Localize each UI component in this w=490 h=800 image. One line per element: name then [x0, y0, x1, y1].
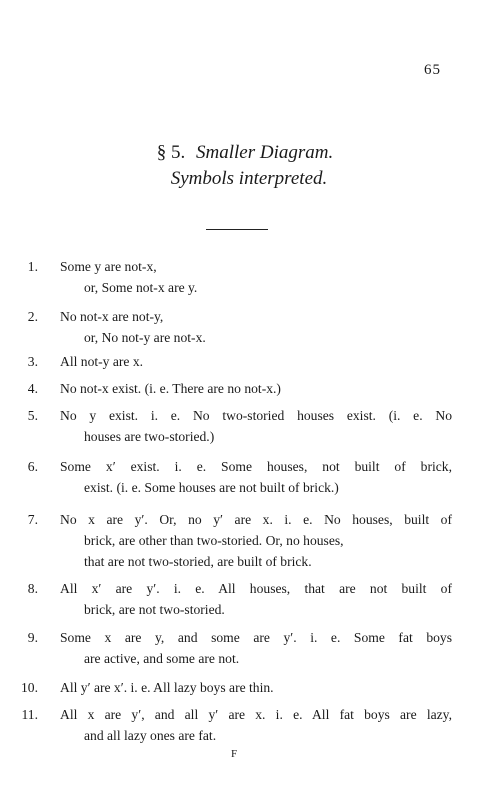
item-line: All x′ are y′. i. e. All houses, that are not built of	[60, 581, 452, 596]
item-line: All not-y are x.	[60, 354, 144, 369]
item-line: All x are y′, and all y′ are x. i. e. All fat boys are lazy,	[60, 707, 452, 722]
item-number: 9.	[27, 630, 38, 645]
item-line: or, Some not-x are y.	[84, 280, 198, 295]
item-line: exist. (i. e. Some houses are not built of brick.)	[84, 480, 339, 495]
item-number: 2.	[27, 309, 38, 324]
item-number: 8.	[27, 581, 38, 596]
item-line: that are not two-storied, are built of brick.	[84, 554, 312, 569]
item-line: Some x are y, and some are y′. i. e. Some fat boys	[60, 630, 452, 645]
item-line: No not-x exist. (i. e. There are no not-x.)	[60, 381, 281, 396]
item-line: houses are two-storied.)	[84, 429, 215, 444]
item-line: brick, are other than two-storied. Or, no houses,	[84, 533, 344, 548]
item-number: 7.	[27, 512, 38, 527]
item-line: All y′ are x′. i. e. All lazy boys are thin.	[60, 680, 274, 695]
item-line: brick, are not two-storied.	[84, 602, 225, 617]
item-line: No x are y′. Or, no y′ are x. i. e. No houses, built of	[60, 512, 452, 527]
page-number: 65	[424, 62, 441, 78]
item-number: 10.	[21, 680, 38, 695]
item-number: 6.	[27, 459, 38, 474]
item-line: Some x′ exist. i. e. Some houses, not built of brick,	[60, 459, 452, 474]
section-title: Smaller Diagram.	[196, 142, 334, 163]
section-subtitle: Symbols interpreted.	[170, 168, 328, 189]
item-number: 3.	[27, 354, 38, 369]
item-number: 5.	[27, 408, 38, 423]
section-heading	[0, 140, 490, 192]
item-line: are active, and some are not.	[84, 651, 240, 666]
item-number: 11.	[21, 707, 38, 722]
section-rule	[206, 229, 268, 230]
item-line: Some y are not-x,	[60, 259, 157, 274]
item-line: No y exist. i. e. No two-storied houses exist. (i. e. No	[60, 408, 452, 423]
item-number: 1.	[27, 259, 38, 274]
item-number: 4.	[27, 381, 38, 396]
item-line: or, No not-y are not-x.	[84, 330, 206, 345]
signature-mark: F	[231, 748, 238, 760]
item-line: and all lazy ones are fat.	[84, 728, 217, 743]
section-mark: § 5.	[156, 142, 186, 163]
item-line: No not-x are not-y,	[60, 309, 164, 324]
